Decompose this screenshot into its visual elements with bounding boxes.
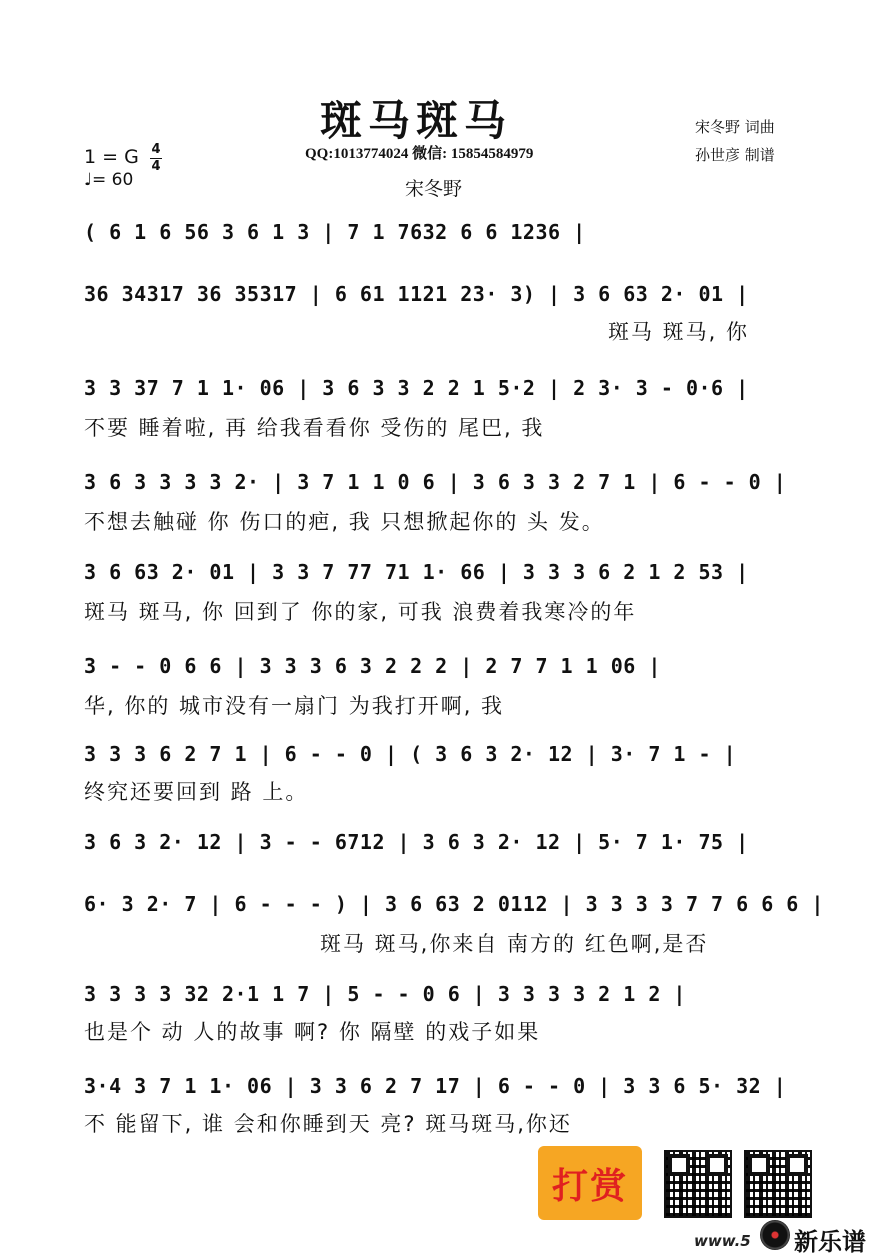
notation-line: 3 3 3 6 2 7 1 | 6 - - 0 | ( 3 6 3 2· 12 | 3· 7 1 - | [84, 742, 737, 766]
lyric-line: 斑马 斑马,你来自 南方的 红色啊,是否 [320, 932, 709, 956]
lyric-line: 不要 睡着啦, 再 给我看看你 受伤的 尾巴, 我 [84, 416, 545, 440]
lyric-line: 终究还要回到 路 上。 [84, 780, 309, 804]
time-signature-top: 4 [151, 142, 161, 157]
contact-info: QQ:1013774024 微信: 15854584979 [305, 146, 534, 162]
time-signature [150, 143, 162, 174]
notation-line: 3 3 37 7 1 1· 06 | 3 6 3 3 2 2 1 5·2 | 2 3· 3 - 0·6 | [84, 376, 749, 400]
song-title: 斑马斑马 [320, 96, 513, 145]
qr-code-icon [664, 1150, 732, 1218]
notation-line: 3 6 63 2· 01 | 3 3 7 77 71 1· 66 | 3 3 3 6 2 1 2 53 | [84, 560, 749, 584]
lyric-line: 不 能留下, 谁 会和你睡到天 亮? 斑马斑马,你还 [84, 1112, 572, 1136]
notation-line: ( 6 1 6 56 3 6 1 3 | 7 1 7632 6 6 1236 | [84, 220, 586, 244]
notation-line: 6· 3 2· 7 | 6 - - - ) | 3 6 63 2 0112 | 3 3 3 3 7 7 6 6 6 | [84, 892, 824, 916]
lyric-line: 斑马 斑马, 你 [608, 320, 750, 344]
lyric-line: 华, 你的 城市没有一扇门 为我打开啊, 我 [84, 694, 505, 718]
notation-line: 3·4 3 7 1 1· 06 | 3 3 6 2 7 17 | 6 - - 0 | 3 3 6 5· 32 | [84, 1074, 787, 1098]
arranger-credit: 孙世彦 制谱 [695, 146, 775, 164]
lyric-line: 不想去触碰 你 伤口的疤, 我 只想掀起你的 头 发。 [84, 510, 605, 534]
singer-name: 宋冬野 [405, 178, 463, 200]
key-signature: 1 = G [84, 146, 139, 168]
lyric-line: 斑马 斑马, 你 回到了 你的家, 可我 浪费着我寒冷的年 [84, 600, 637, 624]
time-signature-bottom: 4 [151, 159, 161, 174]
tip-button[interactable]: 打赏 [538, 1146, 642, 1220]
lyric-line: 也是个 动 人的故事 啊? 你 隔壁 的戏子如果 [84, 1020, 541, 1044]
site-logo-text: 新乐谱 [794, 1228, 866, 1256]
site-url[interactable]: www.5 [694, 1232, 751, 1250]
notation-line: 3 - - 0 6 6 | 3 3 3 6 3 2 2 2 | 2 7 7 1 1 06 | [84, 654, 661, 678]
notation-line: 3 3 3 3 32 2·1 1 7 | 5 - - 0 6 | 3 3 3 3 2 1 2 | [84, 982, 686, 1006]
record-disc-icon [760, 1220, 790, 1250]
tempo-marking: ♩= 60 [84, 170, 134, 190]
lyricist-credit: 宋冬野 词曲 [695, 118, 775, 136]
notation-line: 3 6 3 3 3 3 2· | 3 7 1 1 0 6 | 3 6 3 3 2 7 1 | 6 - - 0 | [84, 470, 787, 494]
notation-line: 36 34317 36 35317 | 6 61 1121 23· 3) | 3 6 63 2· 01 | [84, 282, 749, 306]
qr-code-icon [744, 1150, 812, 1218]
notation-line: 3 6 3 2· 12 | 3 - - 6712 | 3 6 3 2· 12 | 5· 7 1· 75 | [84, 830, 749, 854]
